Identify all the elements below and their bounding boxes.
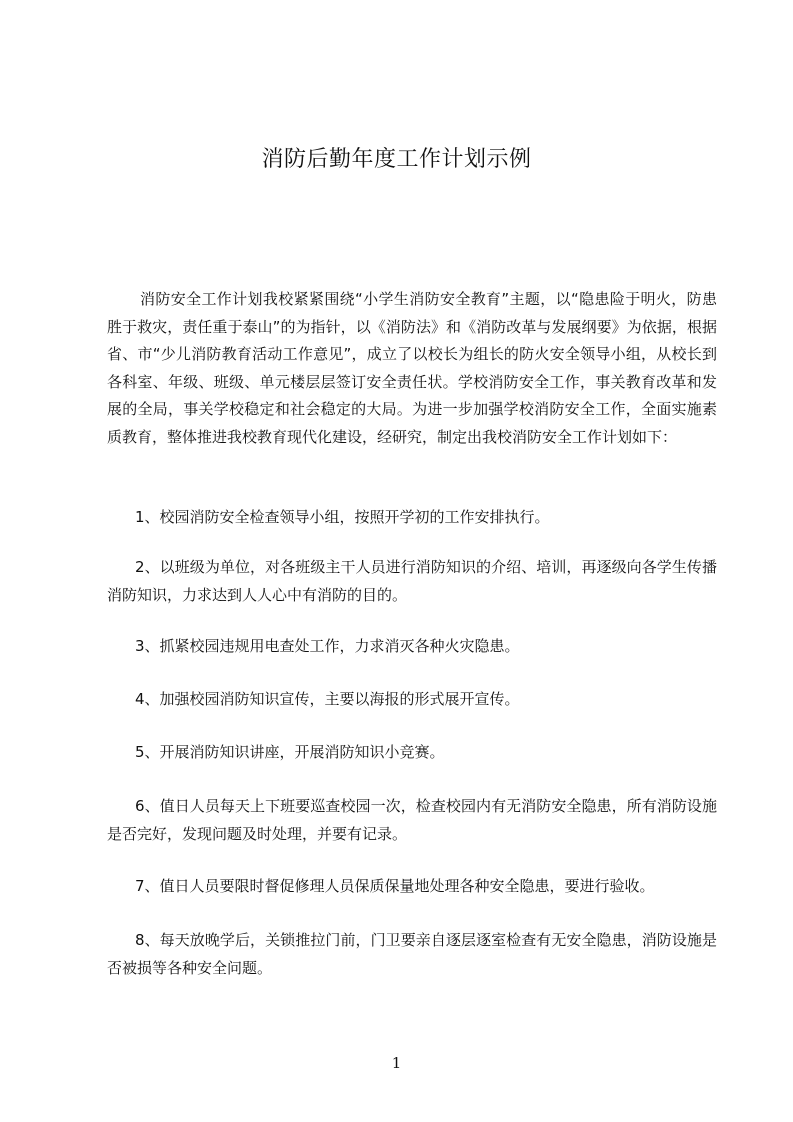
document-title: 消防后勤年度工作计划示例 (261, 147, 532, 172)
plan-item-1: 1、校园消防安全检查领导小组，按照开学初的工作安排执行。 (135, 508, 550, 526)
intro-paragraph: 消防安全工作计划我校紧紧围绕“小学生消防安全教育”主题，以“隐患险于明火，防患胜于救灾，责任重于泰山”的为指针，以《消防法》和《消防改革与发展纲要》为依据，根据省、市“少儿消防教育活动工作意见”，成立了以校长为组长的防火安全领导小组，从校长到各科室、年级、班级、单元楼层层签订安全责任状。学校消防安全工作，事关教育改革和发展的全局，事关学校稳定和社会稳定的大局。为进一步加强学校消防安全工作，全面实施素质教育，整体推进我校教育现代化建设，经研究，制定出我校消防安全工作计划如下： (107, 290, 717, 446)
plan-item-6: 6、值日人员每天上下班要巡查校园一次，检查校园内有无消防安全隐患，所有消防设施是否完好，发现问题及时处理，并要有记录。 (107, 797, 717, 843)
plan-item-2: 2、以班级为单位，对各班级主干人员进行消防知识的介绍、培训，再逐级向各学生传播消防知识，力求达到人人心中有消防的目的。 (107, 558, 717, 604)
plan-item-4: 4、加强校园消防知识宣传，主要以海报的形式展开宣传。 (135, 690, 520, 708)
plan-item-3: 3、抓紧校园违规用电查处工作，力求消灭各种火灾隐患。 (135, 637, 520, 655)
plan-item-8: 8、每天放晚学后，关锁推拉门前，门卫要亲自逐层逐室检查有无安全隐患，消防设施是否被损等各种安全问题。 (107, 931, 717, 977)
plan-item-5: 5、开展消防知识讲座，开展消防知识小竞赛。 (135, 743, 445, 761)
page-number: 1 (391, 1054, 402, 1072)
plan-item-7: 7、值日人员要限时督促修理人员保质保量地处理各种安全隐患，要进行验收。 (135, 877, 655, 895)
